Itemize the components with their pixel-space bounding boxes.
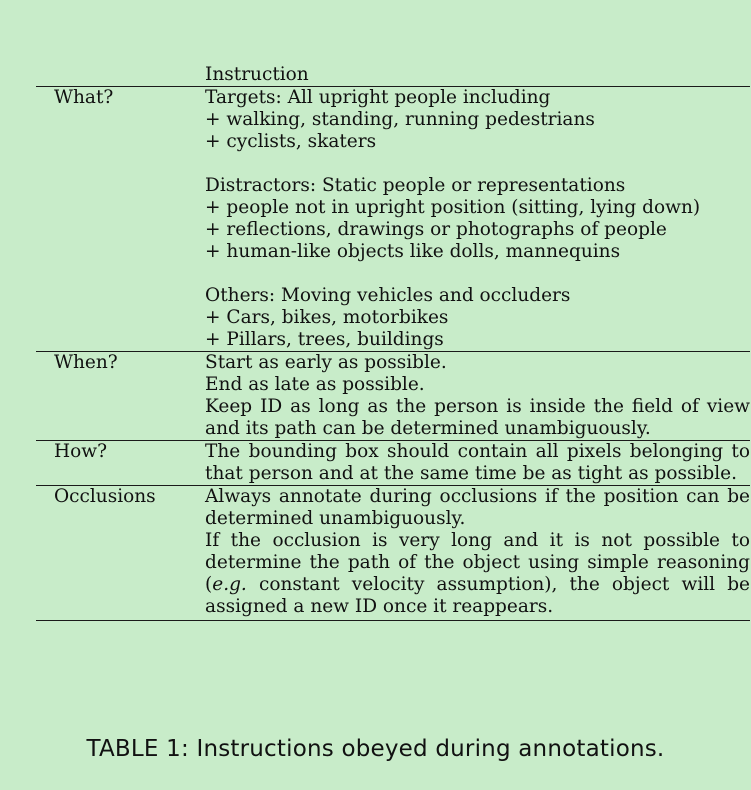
what-line: + reflections, drawings or photographs of people <box>205 219 667 240</box>
row-content-when <box>205 352 750 441</box>
what-line: + human-like objects like dolls, mannequins <box>205 241 621 262</box>
occlusions-text: If the occlusion is very long and it is not possible to determine the path of the object using simple reasoning ( <box>205 530 750 595</box>
row-label-occlusions: Occlusions <box>36 486 205 621</box>
when-line: Start as early as possible. <box>205 352 447 373</box>
row-when <box>36 352 750 441</box>
what-line: + Pillars, trees, buildings <box>205 329 444 350</box>
row-label-when: When? <box>36 352 205 441</box>
header-instruction: Instruction <box>205 64 309 85</box>
what-line: + cyclists, skaters <box>205 131 377 152</box>
instructions-table-wrapper <box>36 60 750 621</box>
row-content-what <box>205 87 750 352</box>
what-line: Distractors: Static people or representations <box>205 175 626 196</box>
row-occlusions <box>36 486 750 621</box>
when-line: End as late as possible. <box>205 374 425 395</box>
what-line: + Cars, bikes, motorbikes <box>205 307 449 328</box>
row-label-how: How? <box>36 441 205 486</box>
what-line: Others: Moving vehicles and occluders <box>205 285 571 306</box>
spacer <box>205 153 750 175</box>
what-line: Targets: All upright people including <box>205 87 551 108</box>
row-content-occlusions <box>205 486 750 621</box>
instructions-table <box>36 60 750 621</box>
occlusions-eg: e.g. <box>212 574 247 595</box>
row-how <box>36 441 750 486</box>
occlusions-paragraph <box>205 530 750 618</box>
how-line: The bounding box should contain all pixels belonging to that person and at the same time be as tight as possible. <box>205 441 750 484</box>
header-label-cell <box>36 60 205 87</box>
when-line: Keep ID as long as the person is inside the field of view and its path can be determined unambiguously. <box>205 396 750 439</box>
occlusions-line: Always annotate during occlusions if the position can be determined unambiguously. <box>205 486 750 529</box>
table-header-row <box>36 60 750 87</box>
row-what <box>36 87 750 352</box>
what-line: + people not in upright position (sitting, lying down) <box>205 197 701 218</box>
row-label-what: What? <box>36 87 205 352</box>
table-caption: TABLE 1: Instructions obeyed during annotations. <box>86 736 665 762</box>
row-content-how <box>205 441 750 486</box>
what-line: + walking, standing, running pedestrians <box>205 109 595 130</box>
spacer <box>205 263 750 285</box>
occlusions-text: constant velocity assumption), the object will be assigned a new ID once it reappears. <box>205 574 750 617</box>
